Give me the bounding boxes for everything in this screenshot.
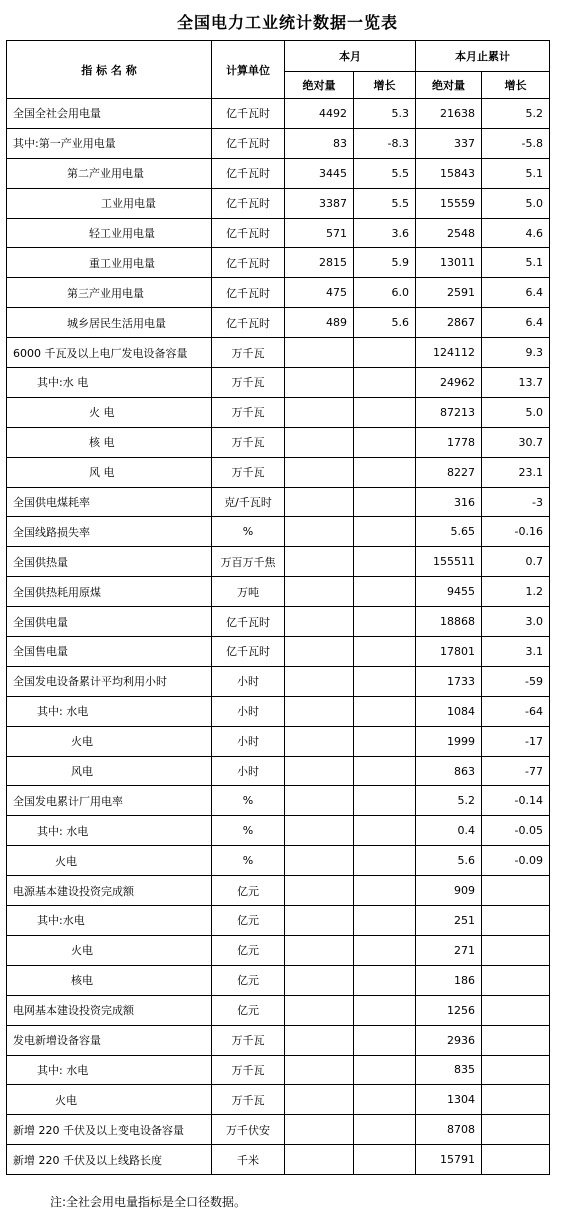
unit-cell: 万千瓦 [212,1025,285,1055]
cumulative-absolute-cell: 1256 [416,995,482,1025]
month-growth-cell [354,397,416,427]
month-growth-cell [354,427,416,457]
cumulative-absolute-cell: 5.65 [416,517,482,547]
unit-cell: 亿千瓦时 [212,308,285,338]
cumulative-growth-cell: -0.05 [482,816,550,846]
month-absolute-cell [285,368,354,398]
cumulative-absolute-cell: 1733 [416,666,482,696]
table-row [7,427,550,457]
table-row [7,99,550,129]
table-row [7,1055,550,1085]
cumulative-absolute-cell: 15843 [416,158,482,188]
table-row [7,637,550,667]
unit-cell: 亿千瓦时 [212,188,285,218]
cumulative-absolute-cell: 18868 [416,607,482,637]
month-growth-cell [354,1025,416,1055]
header-cumulative-absolute: 绝对量 [416,72,482,99]
cumulative-growth-cell: -5.8 [482,128,550,158]
cumulative-absolute-cell: 271 [416,935,482,965]
table-row [7,696,550,726]
unit-cell: 万千瓦 [212,427,285,457]
month-absolute-cell [285,756,354,786]
cumulative-growth-cell [482,906,550,936]
header-indicator: 指 标 名 称 [7,41,212,99]
month-absolute-cell [285,637,354,667]
table-row [7,666,550,696]
month-growth-cell: -8.3 [354,128,416,158]
month-absolute-cell [285,726,354,756]
month-absolute-cell [285,517,354,547]
cumulative-growth-cell: -0.16 [482,517,550,547]
unit-cell: % [212,846,285,876]
indicator-cell: 风 电 [7,457,212,487]
indicator-cell: 全国发电设备累计平均利用小时 [7,666,212,696]
unit-cell: 亿千瓦时 [212,128,285,158]
month-growth-cell [354,577,416,607]
month-absolute-cell [285,427,354,457]
indicator-cell: 电源基本建设投资完成额 [7,876,212,906]
header-unit: 计算单位 [212,41,285,99]
table-row [7,726,550,756]
month-growth-cell [354,726,416,756]
unit-cell: % [212,786,285,816]
cumulative-growth-cell: 5.1 [482,158,550,188]
month-absolute-cell [285,338,354,368]
unit-cell: % [212,517,285,547]
unit-cell: % [212,816,285,846]
unit-cell: 小时 [212,726,285,756]
month-growth-cell [354,457,416,487]
indicator-cell: 全国供电量 [7,607,212,637]
month-growth-cell [354,906,416,936]
unit-cell: 小时 [212,756,285,786]
indicator-cell: 全国供热量 [7,547,212,577]
indicator-cell: 火电 [7,935,212,965]
unit-cell: 亿千瓦时 [212,637,285,667]
month-growth-cell [354,1055,416,1085]
table-row [7,338,550,368]
month-growth-cell: 5.3 [354,99,416,129]
indicator-cell: 全国售电量 [7,637,212,667]
indicator-cell: 重工业用电量 [7,248,212,278]
unit-cell: 亿元 [212,995,285,1025]
cumulative-growth-cell [482,1085,550,1115]
cumulative-absolute-cell: 8227 [416,457,482,487]
month-absolute-cell: 489 [285,308,354,338]
month-growth-cell [354,368,416,398]
table-row [7,1025,550,1055]
month-growth-cell: 5.5 [354,188,416,218]
cumulative-absolute-cell: 0.4 [416,816,482,846]
month-growth-cell [354,607,416,637]
month-growth-cell: 6.0 [354,278,416,308]
indicator-cell: 第二产业用电量 [7,158,212,188]
cumulative-absolute-cell: 863 [416,756,482,786]
unit-cell: 万千瓦 [212,1085,285,1115]
month-absolute-cell [285,816,354,846]
unit-cell: 亿元 [212,965,285,995]
month-growth-cell [354,816,416,846]
month-absolute-cell [285,935,354,965]
indicator-cell: 电网基本建设投资完成额 [7,995,212,1025]
page-title: 全国电力工业统计数据一览表 [176,13,398,32]
table-body [7,99,550,1175]
unit-cell: 亿元 [212,906,285,936]
table-row [7,397,550,427]
month-growth-cell [354,696,416,726]
unit-cell: 亿千瓦时 [212,607,285,637]
table-row [7,218,550,248]
month-absolute-cell [285,1055,354,1085]
month-absolute-cell: 571 [285,218,354,248]
table-row [7,1145,550,1175]
month-absolute-cell [285,846,354,876]
indicator-cell: 其中: 水电 [7,1055,212,1085]
cumulative-absolute-cell: 2936 [416,1025,482,1055]
indicator-cell: 全国发电累计厂用电率 [7,786,212,816]
month-growth-cell [354,846,416,876]
month-absolute-cell: 475 [285,278,354,308]
month-growth-cell [354,517,416,547]
cumulative-growth-cell: 5.0 [482,188,550,218]
unit-cell: 万百万千焦 [212,547,285,577]
cumulative-absolute-cell: 186 [416,965,482,995]
cumulative-growth-cell: 6.4 [482,308,550,338]
table-row [7,876,550,906]
month-growth-cell [354,1085,416,1115]
month-growth-cell: 5.5 [354,158,416,188]
cumulative-absolute-cell: 1304 [416,1085,482,1115]
cumulative-absolute-cell: 1084 [416,696,482,726]
month-absolute-cell [285,965,354,995]
cumulative-absolute-cell: 9455 [416,577,482,607]
month-absolute-cell [285,1115,354,1145]
month-absolute-cell: 2815 [285,248,354,278]
table-row [7,1115,550,1145]
month-growth-cell [354,487,416,517]
table-row [7,517,550,547]
indicator-cell: 火电 [7,846,212,876]
month-absolute-cell [285,995,354,1025]
cumulative-absolute-cell: 13011 [416,248,482,278]
indicator-cell: 火电 [7,1085,212,1115]
unit-cell: 小时 [212,696,285,726]
unit-cell: 万千瓦 [212,368,285,398]
table-row [7,1085,550,1115]
unit-cell: 万千伏安 [212,1115,285,1145]
cumulative-growth-cell: -0.14 [482,786,550,816]
cumulative-absolute-cell: 17801 [416,637,482,667]
table-row [7,786,550,816]
cumulative-growth-cell [482,1055,550,1085]
month-growth-cell [354,1145,416,1175]
table-row [7,278,550,308]
cumulative-growth-cell: 5.1 [482,248,550,278]
month-growth-cell: 5.9 [354,248,416,278]
indicator-cell: 全国线路损失率 [7,517,212,547]
table-row [7,368,550,398]
month-growth-cell: 5.6 [354,308,416,338]
unit-cell: 克/千瓦时 [212,487,285,517]
header-cumulative-growth: 增长 [482,72,550,99]
indicator-cell: 轻工业用电量 [7,218,212,248]
month-absolute-cell [285,577,354,607]
cumulative-growth-cell: 3.1 [482,637,550,667]
indicator-cell: 火 电 [7,397,212,427]
cumulative-absolute-cell: 909 [416,876,482,906]
table-row [7,846,550,876]
month-absolute-cell: 4492 [285,99,354,129]
unit-cell: 亿千瓦时 [212,218,285,248]
month-absolute-cell [285,876,354,906]
month-growth-cell [354,756,416,786]
statistics-table [6,40,550,1175]
cumulative-growth-cell: 0.7 [482,547,550,577]
table-row [7,965,550,995]
indicator-cell: 工业用电量 [7,188,212,218]
cumulative-growth-cell: 1.2 [482,577,550,607]
cumulative-growth-cell [482,1115,550,1145]
table-row [7,188,550,218]
cumulative-growth-cell: 5.0 [482,397,550,427]
month-growth-cell [354,338,416,368]
header-month-absolute: 绝对量 [285,72,354,99]
cumulative-growth-cell [482,995,550,1025]
header-cumulative: 本月止累计 [416,41,550,72]
cumulative-growth-cell: -17 [482,726,550,756]
month-absolute-cell [285,397,354,427]
month-growth-cell [354,876,416,906]
indicator-cell: 其中:第一产业用电量 [7,128,212,158]
cumulative-growth-cell: 5.2 [482,99,550,129]
cumulative-growth-cell: 3.0 [482,607,550,637]
table-row [7,128,550,158]
indicator-cell: 第三产业用电量 [7,278,212,308]
indicator-cell: 火电 [7,726,212,756]
header-month: 本月 [285,41,416,72]
cumulative-growth-cell: -77 [482,756,550,786]
cumulative-absolute-cell: 316 [416,487,482,517]
table-row [7,457,550,487]
month-growth-cell [354,995,416,1025]
indicator-cell: 全国供电煤耗率 [7,487,212,517]
indicator-cell: 风电 [7,756,212,786]
month-growth-cell [354,935,416,965]
month-absolute-cell [285,457,354,487]
month-absolute-cell [285,607,354,637]
month-growth-cell [354,547,416,577]
cumulative-growth-cell: 6.4 [482,278,550,308]
unit-cell: 万吨 [212,577,285,607]
cumulative-absolute-cell: 87213 [416,397,482,427]
cumulative-absolute-cell: 155511 [416,547,482,577]
month-absolute-cell: 3387 [285,188,354,218]
indicator-cell: 其中:水电 [7,906,212,936]
month-growth-cell [354,666,416,696]
indicator-cell: 核 电 [7,427,212,457]
month-absolute-cell [285,1145,354,1175]
cumulative-growth-cell: 30.7 [482,427,550,457]
indicator-cell: 6000 千瓦及以上电厂发电设备容量 [7,338,212,368]
cumulative-growth-cell [482,1145,550,1175]
cumulative-absolute-cell: 15791 [416,1145,482,1175]
table-row [7,487,550,517]
unit-cell: 千米 [212,1145,285,1175]
cumulative-absolute-cell: 5.2 [416,786,482,816]
month-absolute-cell [285,666,354,696]
month-absolute-cell [285,547,354,577]
cumulative-absolute-cell: 2867 [416,308,482,338]
table-row [7,906,550,936]
cumulative-growth-cell [482,965,550,995]
cumulative-growth-cell: -3 [482,487,550,517]
table-row [7,577,550,607]
cumulative-absolute-cell: 2548 [416,218,482,248]
table-row [7,995,550,1025]
table-row [7,607,550,637]
month-absolute-cell [285,786,354,816]
indicator-cell: 城乡居民生活用电量 [7,308,212,338]
cumulative-absolute-cell: 24962 [416,368,482,398]
month-absolute-cell [285,487,354,517]
indicator-cell: 其中: 水电 [7,816,212,846]
unit-cell: 万千瓦 [212,338,285,368]
unit-cell: 万千瓦 [212,397,285,427]
unit-cell: 亿千瓦时 [212,248,285,278]
month-absolute-cell: 83 [285,128,354,158]
table-row [7,756,550,786]
cumulative-growth-cell: -59 [482,666,550,696]
cumulative-absolute-cell: 251 [416,906,482,936]
indicator-cell: 核电 [7,965,212,995]
unit-cell: 亿元 [212,876,285,906]
indicator-cell: 发电新增设备容量 [7,1025,212,1055]
cumulative-absolute-cell: 2591 [416,278,482,308]
table-row [7,158,550,188]
month-absolute-cell: 3445 [285,158,354,188]
month-absolute-cell [285,906,354,936]
indicator-cell: 其中:水 电 [7,368,212,398]
cumulative-growth-cell [482,935,550,965]
cumulative-absolute-cell: 835 [416,1055,482,1085]
month-absolute-cell [285,696,354,726]
month-growth-cell: 3.6 [354,218,416,248]
cumulative-growth-cell: 23.1 [482,457,550,487]
footnote: 注:全社会用电量指标是全口径数据。 [50,1195,247,1209]
unit-cell: 亿元 [212,935,285,965]
table-row [7,547,550,577]
cumulative-growth-cell: 4.6 [482,218,550,248]
cumulative-growth-cell [482,1025,550,1055]
table-row [7,248,550,278]
cumulative-absolute-cell: 1999 [416,726,482,756]
indicator-cell: 其中: 水电 [7,696,212,726]
table-row [7,935,550,965]
cumulative-absolute-cell: 8708 [416,1115,482,1145]
indicator-cell: 全国全社会用电量 [7,99,212,129]
unit-cell: 万千瓦 [212,1055,285,1085]
month-absolute-cell [285,1025,354,1055]
unit-cell: 亿千瓦时 [212,99,285,129]
month-growth-cell [354,965,416,995]
month-absolute-cell [285,1085,354,1115]
table-row [7,816,550,846]
cumulative-growth-cell: 9.3 [482,338,550,368]
unit-cell: 万千瓦 [212,457,285,487]
cumulative-absolute-cell: 337 [416,128,482,158]
unit-cell: 小时 [212,666,285,696]
unit-cell: 亿千瓦时 [212,278,285,308]
cumulative-growth-cell: -0.09 [482,846,550,876]
indicator-cell: 新增 220 千伏及以上变电设备容量 [7,1115,212,1145]
cumulative-absolute-cell: 124112 [416,338,482,368]
cumulative-absolute-cell: 5.6 [416,846,482,876]
month-growth-cell [354,637,416,667]
unit-cell: 亿千瓦时 [212,158,285,188]
cumulative-absolute-cell: 21638 [416,99,482,129]
indicator-cell: 全国供热耗用原煤 [7,577,212,607]
cumulative-growth-cell: 13.7 [482,368,550,398]
cumulative-absolute-cell: 1778 [416,427,482,457]
cumulative-absolute-cell: 15559 [416,188,482,218]
month-growth-cell [354,786,416,816]
indicator-cell: 新增 220 千伏及以上线路长度 [7,1145,212,1175]
table-row [7,308,550,338]
cumulative-growth-cell [482,876,550,906]
cumulative-growth-cell: -64 [482,696,550,726]
header-month-growth: 增长 [354,72,416,99]
month-growth-cell [354,1115,416,1145]
